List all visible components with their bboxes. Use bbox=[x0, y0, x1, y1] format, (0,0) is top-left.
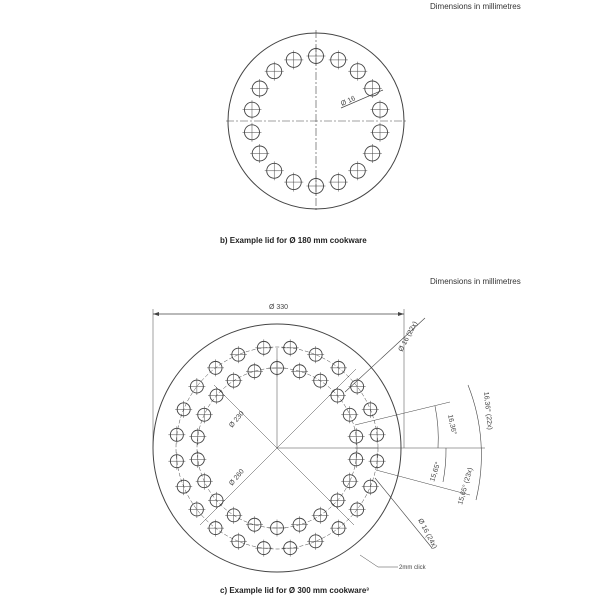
spoke-sw bbox=[200, 448, 277, 525]
hole-top-15 bbox=[242, 100, 261, 119]
hole-top-2 bbox=[329, 50, 348, 69]
hole-inner-14 bbox=[225, 507, 242, 524]
hole-inner-17 bbox=[189, 451, 206, 468]
outer-ring-dia-label: Ø 260 bbox=[228, 468, 246, 488]
hole-outer-7 bbox=[369, 453, 386, 470]
hole-outer-15 bbox=[207, 520, 224, 537]
clicks-note: 2mm click bbox=[399, 565, 426, 571]
angle-2-label: 15,65° bbox=[429, 461, 443, 483]
hole-top-16 bbox=[250, 79, 269, 98]
hole-top-8 bbox=[348, 161, 367, 180]
hole-top-6 bbox=[371, 123, 390, 142]
hole-outer-20 bbox=[175, 401, 192, 418]
hole-inner-1 bbox=[269, 360, 286, 377]
inner-ring-dia-label: Ø 230 bbox=[228, 410, 246, 430]
hole-outer-16 bbox=[188, 501, 205, 518]
hole-outer-12 bbox=[282, 540, 299, 557]
hole-inner-13 bbox=[246, 516, 263, 533]
hole-outer-14 bbox=[230, 533, 247, 550]
hole-inner-21 bbox=[225, 372, 242, 389]
hole-outer-23 bbox=[230, 346, 247, 363]
units-note-top: Dimensions in millimetres bbox=[430, 2, 521, 11]
hole-inner-15 bbox=[208, 492, 225, 509]
hole-top-13 bbox=[250, 144, 269, 163]
hole-inner-10 bbox=[312, 507, 329, 524]
hole-outer-11 bbox=[307, 533, 324, 550]
hole-top-5 bbox=[371, 100, 390, 119]
hole-top-12 bbox=[265, 161, 284, 180]
angle-ext-3 bbox=[376, 470, 470, 495]
hole-inner-22 bbox=[246, 363, 263, 380]
hole-top-10 bbox=[307, 177, 326, 196]
hole-outer-22 bbox=[207, 359, 224, 376]
hole-top-11 bbox=[284, 173, 303, 192]
hole-inner-12 bbox=[269, 520, 286, 537]
hole-outer-21 bbox=[188, 378, 205, 395]
angle-arc-2 bbox=[443, 448, 446, 482]
hole-outer-18 bbox=[168, 453, 185, 470]
hole-inner-6 bbox=[348, 428, 365, 445]
lid-300-diagram bbox=[153, 304, 494, 572]
hole-outer-8 bbox=[362, 478, 379, 495]
hole-dim-label: Ø 16 bbox=[339, 95, 357, 108]
hole-outer-3 bbox=[330, 359, 347, 376]
spoke-nw bbox=[214, 385, 277, 448]
hole-top-18 bbox=[284, 50, 303, 69]
hole-label-bottom: Ø 16 (24x) bbox=[416, 517, 438, 551]
hole-inner-16 bbox=[196, 473, 213, 490]
hole-outer-13 bbox=[255, 540, 272, 557]
hole-inner-8 bbox=[341, 473, 358, 490]
hole-top-7 bbox=[363, 144, 382, 163]
hole-inner-18 bbox=[189, 428, 206, 445]
hole-top-1 bbox=[307, 47, 326, 66]
hole-top-4 bbox=[363, 79, 382, 98]
hole-inner-19 bbox=[196, 406, 213, 423]
caption-bottom: c) Example lid for Ø 300 mm cookware³ bbox=[220, 586, 369, 595]
caption-top: b) Example lid for Ø 180 mm cookware bbox=[220, 236, 367, 245]
hole-inner-11 bbox=[291, 516, 308, 533]
lid-180-diagram bbox=[226, 30, 406, 212]
hole-inner-5 bbox=[341, 406, 358, 423]
hole-label-top: Ø 16 (22x) bbox=[397, 320, 420, 353]
clicks-leader bbox=[360, 555, 378, 567]
hole-outer-10 bbox=[330, 520, 347, 537]
angle-2-total-label: 15,65° (23x) bbox=[457, 466, 475, 506]
angle-ext-1 bbox=[355, 402, 450, 425]
hole-outer-24 bbox=[255, 339, 272, 356]
outer-dia-label: Ø 330 bbox=[269, 304, 289, 311]
hole-outer-2 bbox=[307, 346, 324, 363]
units-note-bottom: Dimensions in millimetres bbox=[430, 277, 521, 286]
hole-top-14 bbox=[242, 123, 261, 142]
angle-1-label: 16,36° bbox=[446, 413, 458, 436]
hole-inner-4 bbox=[329, 387, 346, 404]
hole-outer-1 bbox=[282, 339, 299, 356]
hole-outer-5 bbox=[362, 401, 379, 418]
hole-top-9 bbox=[329, 173, 348, 192]
spoke-se bbox=[277, 448, 354, 525]
hole-outer-9 bbox=[349, 501, 366, 518]
hole-inner-9 bbox=[329, 492, 346, 509]
hole-inner-20 bbox=[208, 387, 225, 404]
hole-leader-bottom bbox=[375, 478, 432, 548]
hole-inner-7 bbox=[348, 451, 365, 468]
angle-1-total-label: 16,36° (22x) bbox=[482, 391, 493, 431]
hole-inner-3 bbox=[312, 372, 329, 389]
hole-outer-19 bbox=[168, 426, 185, 443]
hole-inner-2 bbox=[291, 363, 308, 380]
hole-outer-6 bbox=[369, 426, 386, 443]
angle-arc-1 bbox=[435, 406, 438, 448]
hole-outer-17 bbox=[175, 478, 192, 495]
hole-top-17 bbox=[265, 62, 284, 81]
hole-top-3 bbox=[348, 62, 367, 81]
